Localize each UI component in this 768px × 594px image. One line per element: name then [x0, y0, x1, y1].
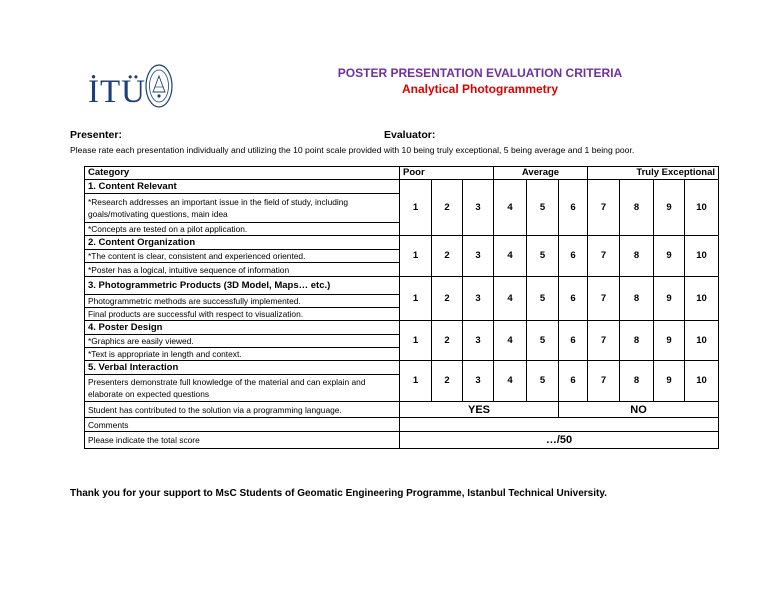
- score-cell[interactable]: 5: [527, 180, 559, 236]
- score-cell[interactable]: 9: [654, 236, 685, 277]
- score-cell[interactable]: 3: [463, 277, 494, 321]
- score-cell[interactable]: 7: [588, 321, 620, 361]
- score-cell[interactable]: 1: [400, 321, 432, 361]
- score-cell[interactable]: 7: [588, 361, 620, 402]
- criterion-text: *Graphics are easily viewed.: [85, 335, 400, 348]
- score-cell[interactable]: 6: [559, 321, 588, 361]
- score-cell[interactable]: 5: [527, 321, 559, 361]
- score-cell[interactable]: 10: [685, 321, 719, 361]
- logo-text: İTÜ: [88, 74, 146, 110]
- score-cell[interactable]: 8: [620, 236, 654, 277]
- score-cell[interactable]: 5: [527, 277, 559, 321]
- evaluation-table: [84, 166, 719, 449]
- score-cell[interactable]: 3: [463, 236, 494, 277]
- page-title: POSTER PRESENTATION EVALUATION CRITERIA: [337, 66, 623, 80]
- score-cell[interactable]: 1: [400, 180, 432, 236]
- score-cell[interactable]: 8: [620, 277, 654, 321]
- criterion-text: *Research addresses an important issue in the field of study, including goals/motivating questions, main idea: [85, 194, 400, 223]
- score-cell[interactable]: 2: [432, 236, 463, 277]
- score-cell[interactable]: 2: [432, 180, 463, 236]
- total-score-field[interactable]: …/50: [400, 432, 719, 449]
- score-cell[interactable]: 1: [400, 277, 432, 321]
- score-cell[interactable]: 1: [400, 236, 432, 277]
- score-cell[interactable]: 8: [620, 180, 654, 236]
- criterion-text: *Poster has a logical, intuitive sequence of information: [85, 263, 400, 277]
- score-cell[interactable]: 4: [494, 180, 527, 236]
- instructions-text: Please rate each presentation individually and utilizing the 10 point scale provided with 10 being truly exceptional, 5 being average and 1 being poor.: [70, 145, 635, 155]
- university-seal-icon: [144, 62, 174, 110]
- section-title: 2. Content Organization: [85, 236, 400, 250]
- score-cell[interactable]: 3: [463, 180, 494, 236]
- score-cell[interactable]: 6: [559, 361, 588, 402]
- score-cell[interactable]: 6: [559, 236, 588, 277]
- score-cell[interactable]: 3: [463, 361, 494, 402]
- score-cell[interactable]: 3: [463, 321, 494, 361]
- score-cell[interactable]: 10: [685, 180, 719, 236]
- score-cell[interactable]: 10: [685, 361, 719, 402]
- criterion-text: Final products are successful with respect to visualization.: [85, 308, 400, 321]
- criterion-text: *The content is clear, consistent and experienced oriented.: [85, 250, 400, 263]
- section-title: 5. Verbal Interaction: [85, 361, 400, 375]
- score-cell[interactable]: 4: [494, 236, 527, 277]
- col-average: Average: [494, 167, 588, 180]
- score-cell[interactable]: 7: [588, 180, 620, 236]
- criterion-text: *Text is appropriate in length and context.: [85, 348, 400, 361]
- section-title: 3. Photogrammetric Products (3D Model, Maps… etc.): [85, 277, 400, 295]
- score-cell[interactable]: 10: [685, 277, 719, 321]
- no-option[interactable]: NO: [559, 402, 719, 418]
- programming-criterion: Student has contributed to the solution via a programming language.: [85, 402, 400, 418]
- col-exceptional: Truly Exceptional: [588, 167, 719, 180]
- total-label: Please indicate the total score: [85, 432, 400, 449]
- section-title: 1. Content Relevant: [85, 180, 400, 194]
- section-title: 4. Poster Design: [85, 321, 400, 335]
- score-cell[interactable]: 6: [559, 180, 588, 236]
- comments-label: Comments: [85, 418, 400, 432]
- score-cell[interactable]: 10: [685, 236, 719, 277]
- score-cell[interactable]: 8: [620, 361, 654, 402]
- comments-field[interactable]: [400, 418, 719, 432]
- score-cell[interactable]: 6: [559, 277, 588, 321]
- criterion-text: *Concepts are tested on a pilot application.: [85, 223, 400, 236]
- col-poor: Poor: [400, 167, 494, 180]
- score-cell[interactable]: 7: [588, 277, 620, 321]
- page-subtitle: Analytical Photogrammetry: [401, 82, 559, 96]
- presenter-label: Presenter:: [70, 129, 122, 141]
- evaluator-label: Evaluator:: [384, 129, 436, 141]
- score-cell[interactable]: 2: [432, 321, 463, 361]
- score-cell[interactable]: 2: [432, 277, 463, 321]
- criterion-text: Photogrammetric methods are successfully implemented.: [85, 295, 400, 308]
- score-cell[interactable]: 9: [654, 180, 685, 236]
- score-cell[interactable]: 8: [620, 321, 654, 361]
- footer-text: Thank you for your support to MsC Students of Geomatic Engineering Programme, Istanbul Technical University.: [70, 488, 607, 499]
- score-cell[interactable]: 9: [654, 361, 685, 402]
- score-cell[interactable]: 4: [494, 321, 527, 361]
- score-cell[interactable]: 5: [527, 236, 559, 277]
- score-cell[interactable]: 1: [400, 361, 432, 402]
- score-cell[interactable]: 4: [494, 277, 527, 321]
- criterion-text: Presenters demonstrate full knowledge of the material and can explain and elaborate on expected questions: [85, 375, 400, 402]
- score-cell[interactable]: 5: [527, 361, 559, 402]
- itu-logo: [86, 62, 176, 114]
- yes-option[interactable]: YES: [400, 402, 559, 418]
- col-category: Category: [85, 167, 400, 180]
- score-cell[interactable]: 9: [654, 321, 685, 361]
- score-cell[interactable]: 4: [494, 361, 527, 402]
- score-cell[interactable]: 7: [588, 236, 620, 277]
- score-cell[interactable]: 2: [432, 361, 463, 402]
- score-cell[interactable]: 9: [654, 277, 685, 321]
